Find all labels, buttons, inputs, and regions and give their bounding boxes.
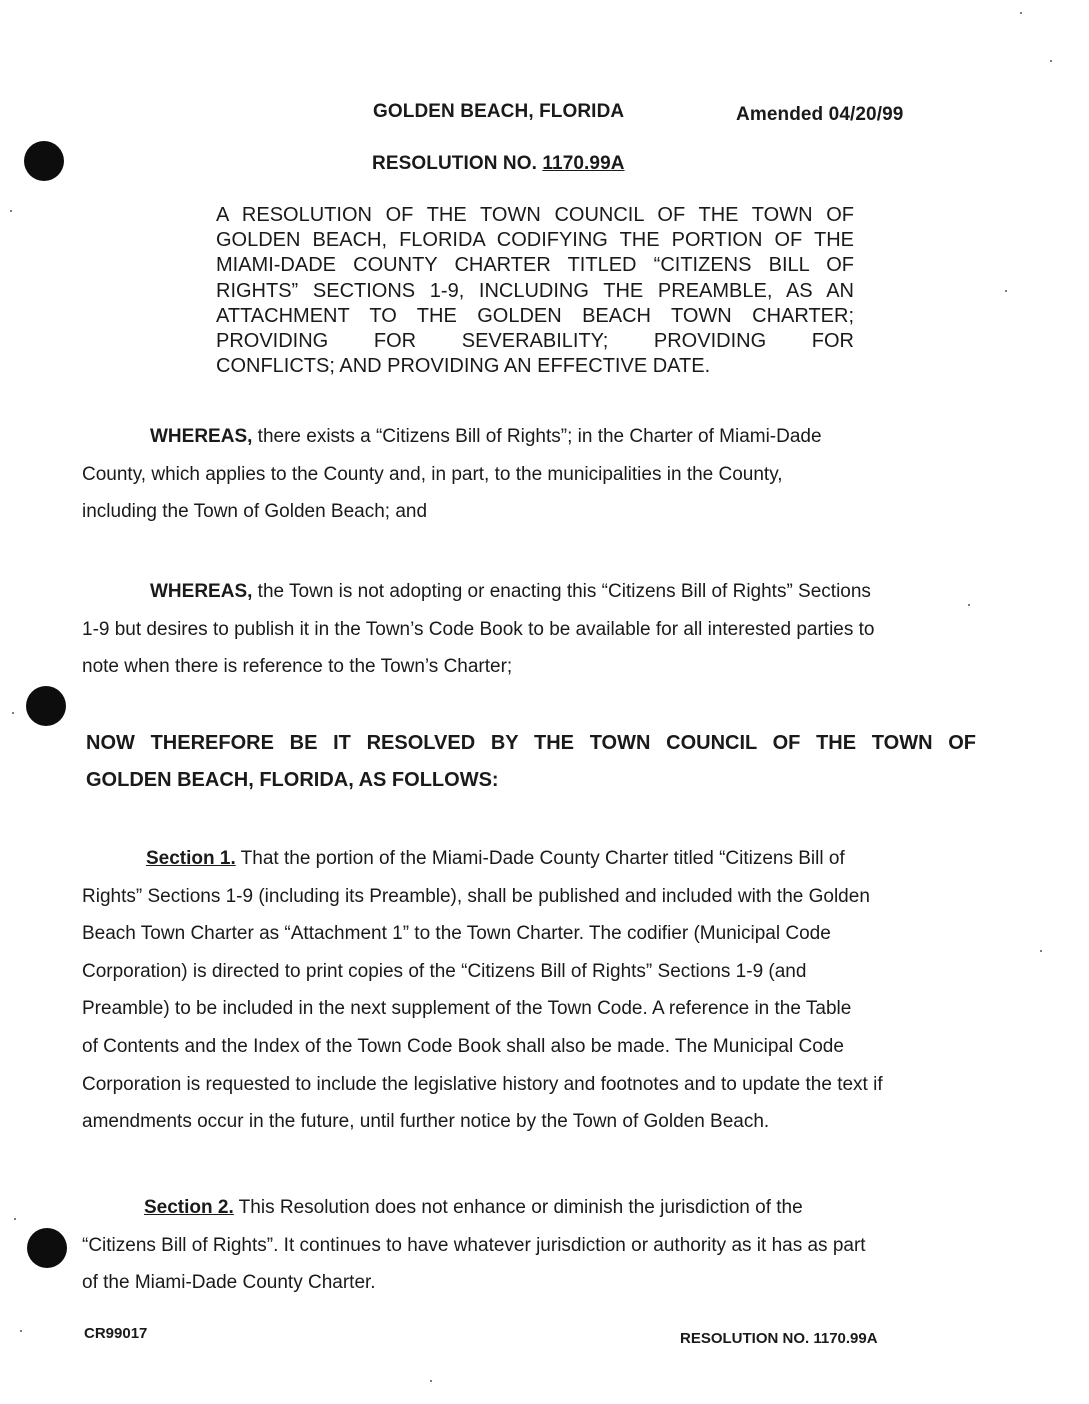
scan-speck xyxy=(1040,950,1042,952)
whereas-keyword: WHEREAS, xyxy=(150,581,253,602)
paragraph-line: Rights” Sections 1-9 (including its Preamble), shall be published and included with the Golden xyxy=(82,885,870,907)
paragraph-line: “Citizens Bill of Rights”. It continues to have whatever jurisdiction or authority as it has as part xyxy=(82,1234,866,1256)
paragraph-line: of Contents and the Index of the Town Code Book shall also be made. The Municipal Code xyxy=(82,1035,844,1057)
paragraph-first-line xyxy=(82,1189,974,1227)
scan-speck xyxy=(12,712,14,714)
whereas-keyword: WHEREAS, xyxy=(150,426,253,447)
title-line: PROVIDING FOR SEVERABILITY; PROVIDING FOR xyxy=(216,329,854,352)
footer-code: CR99017 xyxy=(84,1325,148,1342)
title-line: RIGHTS” SECTIONS 1-9, INCLUDING THE PREAMBLE, AS AN xyxy=(216,279,854,302)
scan-speck xyxy=(430,1380,432,1382)
paragraph-first-line xyxy=(82,840,974,878)
paragraph-line: note when there is reference to the Town’s Charter; xyxy=(82,656,513,678)
paragraph-line: County, which applies to the County and, in part, to the municipalities in the County, xyxy=(82,463,783,485)
paragraph-line: Beach Town Charter as “Attachment 1” to the Town Charter. The codifier (Municipal Code xyxy=(82,923,831,945)
whereas-paragraph-1 xyxy=(82,418,974,531)
scan-speck xyxy=(14,1218,16,1220)
section-1-label: Section 1. xyxy=(146,848,236,869)
paragraph-first-line xyxy=(82,573,974,611)
paragraph-first-line xyxy=(82,418,974,456)
paragraph-line: of the Miami-Dade County Charter. xyxy=(82,1272,376,1294)
resolve-line: GOLDEN BEACH, FLORIDA, AS FOLLOWS: xyxy=(86,769,499,791)
paragraph-text: This Resolution does not enhance or diminish the jurisdiction of the xyxy=(233,1197,803,1218)
amended-date: Amended 04/20/99 xyxy=(736,104,904,125)
paragraph-line: 1-9 but desires to publish it in the Town’s Code Book to be available for all interested parties to xyxy=(82,618,875,640)
paragraph-text: there exists a “Citizens Bill of Rights”; in the Charter of Miami-Dade xyxy=(252,426,822,447)
title-line: CONFLICTS; AND PROVIDING AN EFFECTIVE DATE. xyxy=(216,355,711,378)
section-2-paragraph xyxy=(82,1189,974,1302)
paragraph-line: Corporation is requested to include the legislative history and footnotes and to update the text if xyxy=(82,1073,883,1095)
paragraph-line: amendments occur in the future, until further notice by the Town of Golden Beach. xyxy=(82,1111,770,1133)
paragraph-line: Preamble) to be included in the next supplement of the Town Code. A reference in the Table xyxy=(82,998,852,1020)
footer-resolution-number: RESOLUTION NO. 1170.99A xyxy=(680,1330,878,1347)
punch-hole-top xyxy=(24,141,64,181)
title-line: MIAMI-DADE COUNTY CHARTER TITLED “CITIZENS BILL OF xyxy=(216,254,854,277)
paragraph-line: including the Town of Golden Beach; and xyxy=(82,501,428,523)
resolution-number-heading xyxy=(372,153,625,175)
resolve-line: NOW THEREFORE BE IT RESOLVED BY THE TOWN COUNCIL OF THE TOWN OF xyxy=(86,732,976,754)
scan-speck xyxy=(1020,12,1022,14)
paragraph-text: the Town is not adopting or enacting this “Citizens Bill of Rights” Sections xyxy=(252,581,871,602)
paragraph-line: Corporation) is directed to print copies of the “Citizens Bill of Rights” Sections 1-9 (and xyxy=(82,960,807,982)
title-line: ATTACHMENT TO THE GOLDEN BEACH TOWN CHARTER; xyxy=(216,304,854,327)
section-1-paragraph xyxy=(82,840,974,1141)
punch-hole-middle xyxy=(26,686,66,726)
title-line: A RESOLUTION OF THE TOWN COUNCIL OF THE TOWN OF xyxy=(216,204,854,226)
resolution-number: 1170.99A xyxy=(542,153,625,174)
whereas-paragraph-2 xyxy=(82,573,974,686)
scan-speck xyxy=(1050,60,1052,62)
section-2-label: Section 2. xyxy=(144,1197,234,1218)
punch-hole-bottom xyxy=(27,1228,67,1268)
resolution-prefix: RESOLUTION NO. xyxy=(372,153,538,174)
title-line: GOLDEN BEACH, FLORIDA CODIFYING THE PORTION OF THE xyxy=(216,229,854,252)
scan-speck xyxy=(10,210,12,212)
scan-speck xyxy=(1005,290,1007,292)
resolve-clause xyxy=(86,725,976,799)
resolution-title xyxy=(216,203,854,379)
scan-speck xyxy=(20,1330,22,1332)
town-heading: GOLDEN BEACH, FLORIDA xyxy=(373,101,625,122)
paragraph-text: That the portion of the Miami-Dade County Charter titled “Citizens Bill of xyxy=(235,848,845,869)
